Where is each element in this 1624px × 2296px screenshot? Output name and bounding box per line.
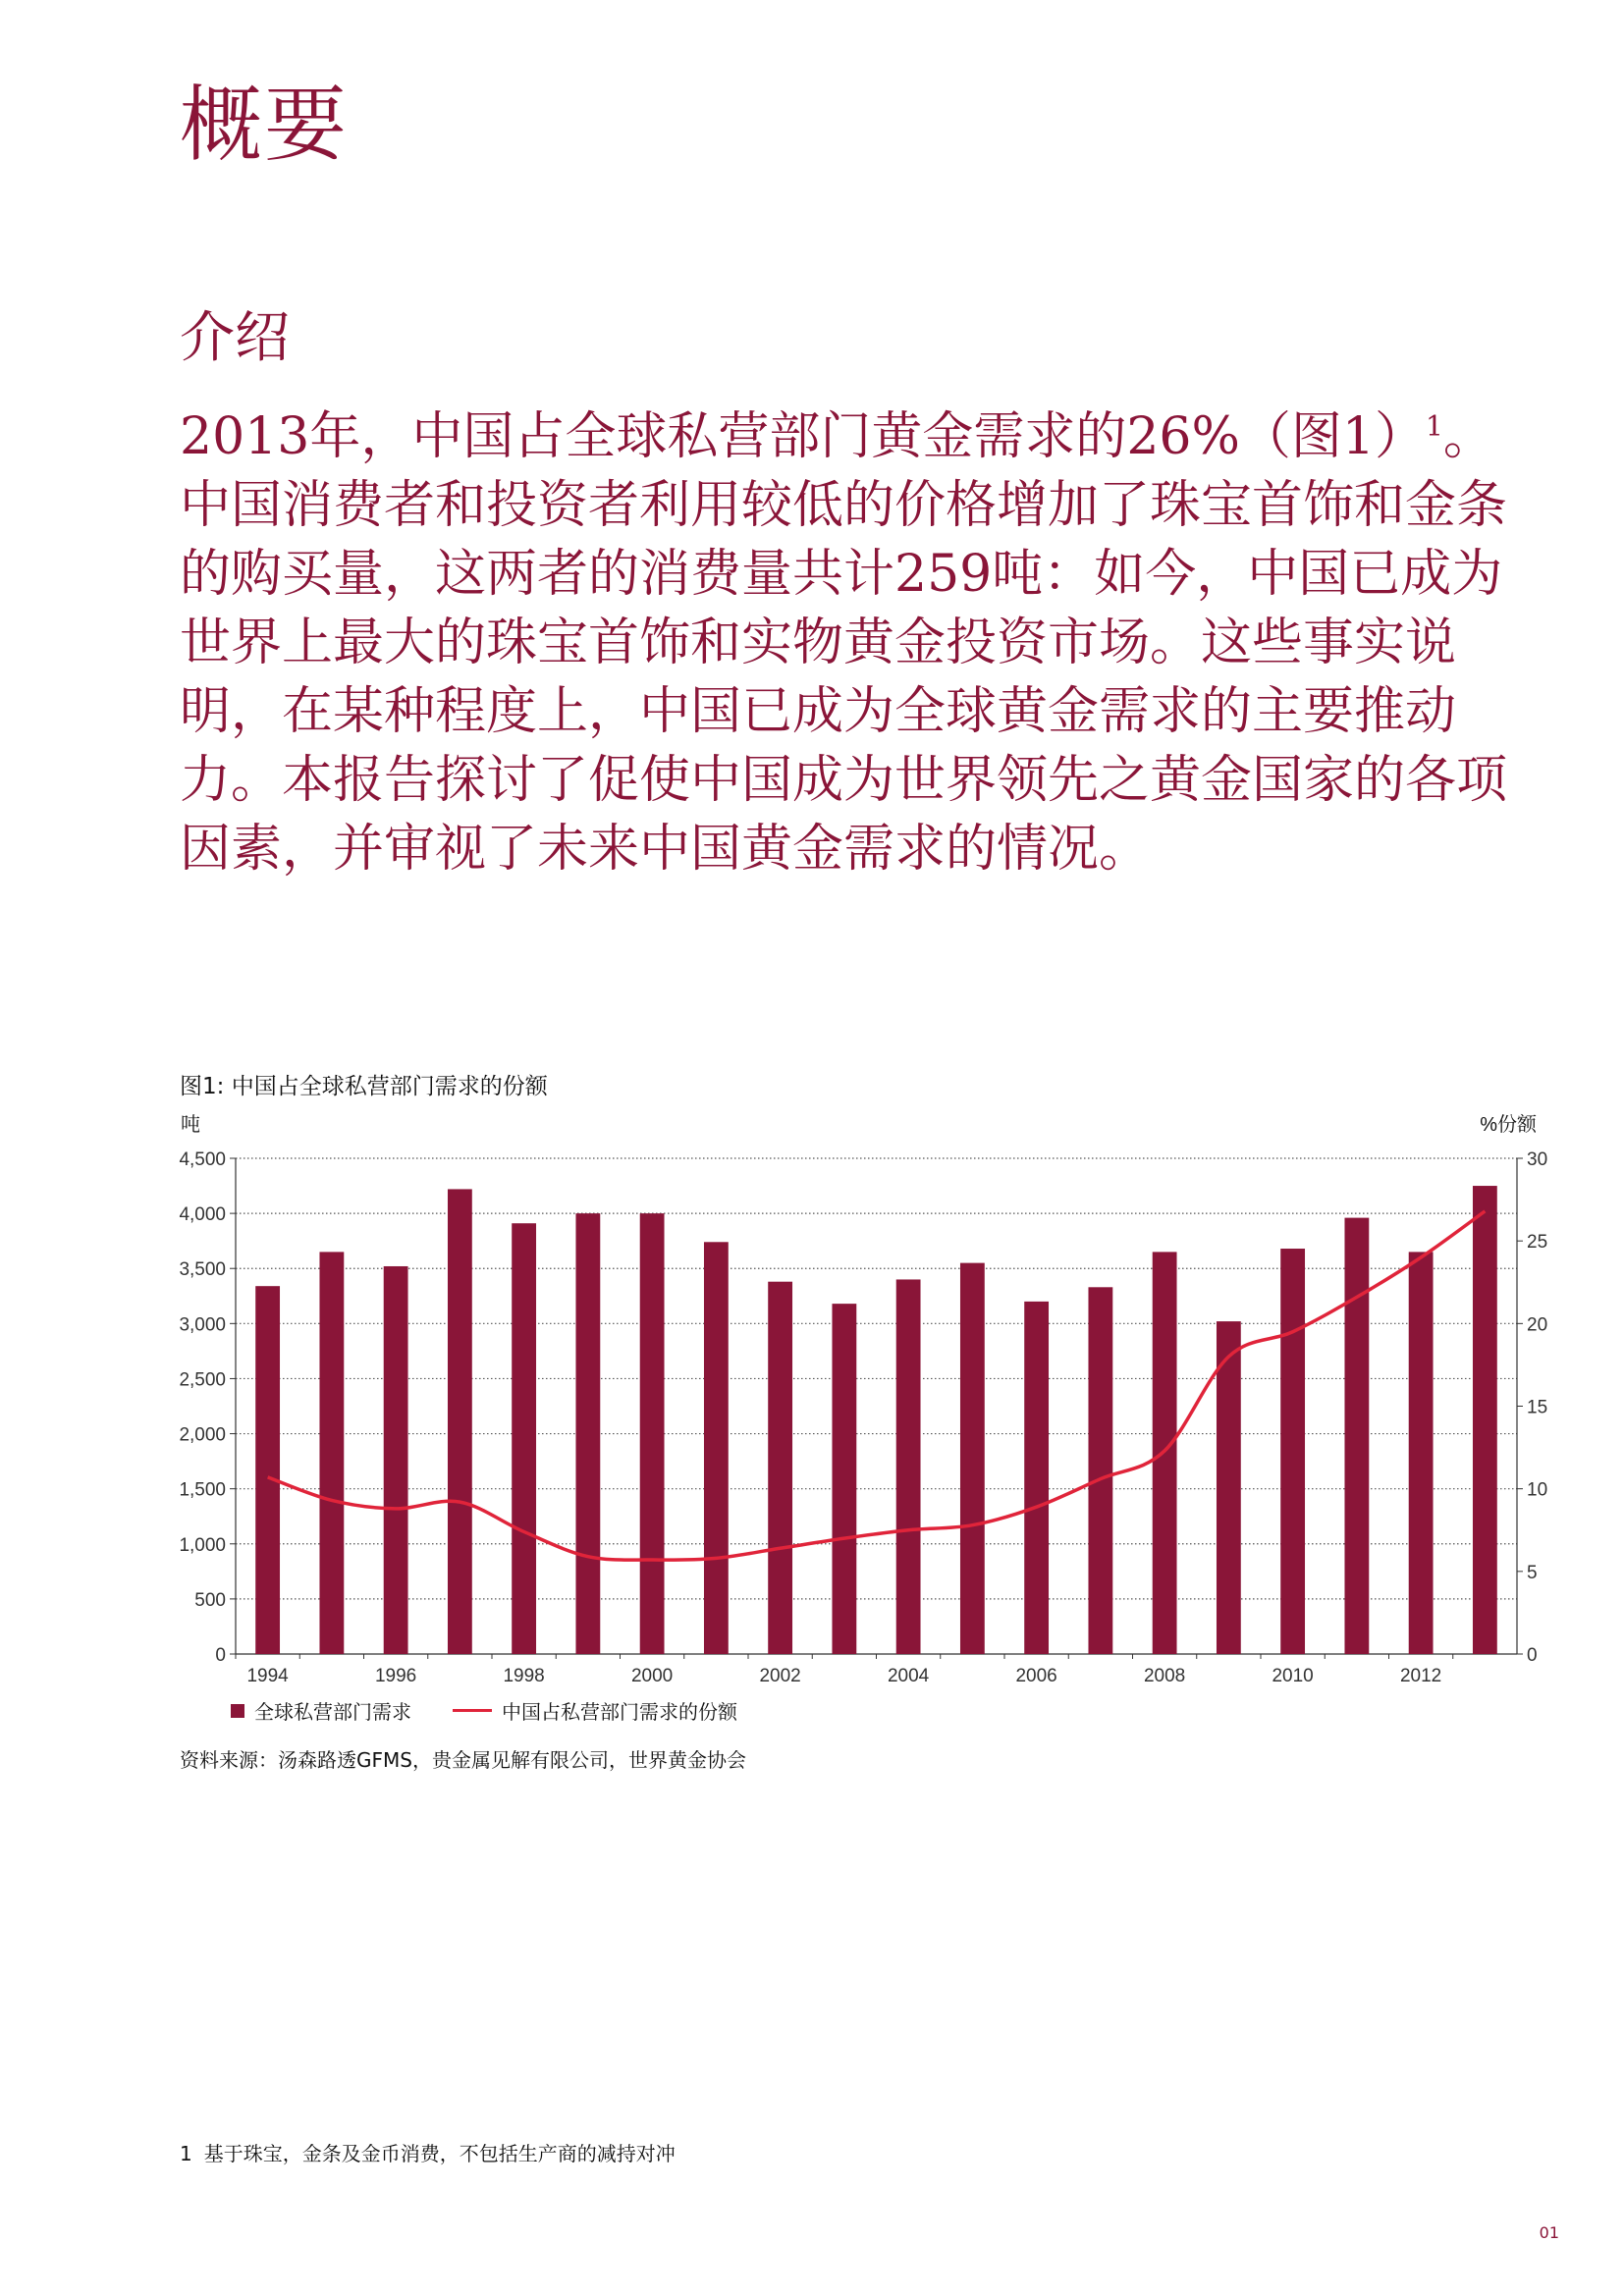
y-left-tick-label: 500 bbox=[194, 1589, 226, 1611]
intro-paragraph bbox=[180, 402, 1544, 883]
y-left-tick-label: 4,000 bbox=[179, 1204, 226, 1226]
bar-2003 bbox=[832, 1304, 856, 1654]
y-right-tick-label: 10 bbox=[1527, 1479, 1548, 1501]
bar-2005 bbox=[960, 1263, 985, 1654]
y-right-tick-label: 20 bbox=[1527, 1314, 1548, 1336]
x-tick-label-1996: 1996 bbox=[374, 1666, 417, 1686]
bar-2013 bbox=[1473, 1186, 1497, 1654]
x-tick-label-1998: 1998 bbox=[503, 1666, 545, 1686]
y-right-tick-label: 30 bbox=[1527, 1149, 1548, 1170]
legend-item-line bbox=[453, 1696, 737, 1725]
bar-1996 bbox=[384, 1266, 408, 1654]
bar-2004 bbox=[896, 1279, 921, 1654]
y-left-tick-label: 2,000 bbox=[179, 1424, 226, 1446]
y-left-tick-label: 0 bbox=[215, 1645, 226, 1666]
bar-1999 bbox=[575, 1213, 600, 1654]
bar-1995 bbox=[319, 1252, 344, 1654]
bar-2001 bbox=[704, 1242, 729, 1654]
chart-source: 资料来源：汤森路透GFMS，贵金属见解有限公司，世界黄金协会 bbox=[180, 1748, 746, 1772]
bar-1994 bbox=[255, 1286, 280, 1654]
legend-label-bars: 全球私营部门需求 bbox=[254, 1700, 411, 1724]
x-tick-label-2004: 2004 bbox=[887, 1666, 930, 1686]
footnote-text: 基于珠宝，金条及金币消费，不包括生产商的减持对冲 bbox=[203, 2142, 676, 2165]
page-number: 01 bbox=[1539, 2223, 1559, 2242]
y-left-tick-label: 1,500 bbox=[179, 1479, 226, 1501]
bar-2002 bbox=[768, 1282, 792, 1654]
bar-1997 bbox=[448, 1189, 472, 1654]
bar-2007 bbox=[1088, 1287, 1112, 1654]
page-title: 概要 bbox=[180, 77, 350, 173]
x-tick-label-2012: 2012 bbox=[1399, 1666, 1442, 1686]
legend-item-bars bbox=[231, 1696, 411, 1725]
bar-2006 bbox=[1024, 1302, 1049, 1654]
y-left-tick-label: 3,500 bbox=[179, 1259, 226, 1281]
y-left-tick-label: 1,000 bbox=[179, 1534, 226, 1556]
chart-legend bbox=[231, 1696, 779, 1725]
x-tick-label-2010: 2010 bbox=[1272, 1666, 1314, 1686]
y-right-tick-label: 25 bbox=[1527, 1232, 1548, 1254]
bar-2009 bbox=[1217, 1321, 1241, 1654]
y-right-tick-label: 0 bbox=[1527, 1645, 1538, 1666]
y-right-tick-label: 5 bbox=[1527, 1562, 1538, 1583]
x-tick-label-2006: 2006 bbox=[1015, 1666, 1057, 1686]
bar-2011 bbox=[1344, 1218, 1369, 1654]
x-tick-label-2000: 2000 bbox=[630, 1666, 674, 1686]
footnote-number: 1 bbox=[180, 2142, 192, 2165]
bar-2012 bbox=[1409, 1252, 1434, 1654]
footnote bbox=[180, 2138, 676, 2166]
bar-2010 bbox=[1280, 1249, 1305, 1654]
y-axis-right-title: %份额 bbox=[1480, 1114, 1537, 1136]
chart-container bbox=[167, 1109, 1561, 1728]
legend-swatch-bar bbox=[231, 1704, 244, 1718]
chart-title: 图1: 中国占全球私营部门需求的份额 bbox=[180, 1074, 548, 1099]
y-right-tick-label: 15 bbox=[1527, 1397, 1548, 1418]
y-axis-left-title: 吨 bbox=[181, 1114, 200, 1136]
intro-text-2: 。中国消费者和投资者利用较低的价格增加了珠宝首饰和金条的购买量，这两者的消费量共计259吨：如今，中国已成为世界上最大的珠宝首饰和实物黄金投资市场。这些事实说明，在某种程度上，中国已成为全球黄金需求的主要推动力。本报告探讨了促使中国成为世界领先之黄金国家的各项因素，并审视了未来中国黄金需求的情况。 bbox=[180, 407, 1508, 879]
y-left-tick-label: 3,000 bbox=[179, 1314, 226, 1336]
bar-2000 bbox=[640, 1213, 665, 1654]
y-left-tick-label: 4,500 bbox=[179, 1149, 226, 1170]
x-tick-label-2008: 2008 bbox=[1143, 1666, 1186, 1686]
x-tick-label-1994: 1994 bbox=[246, 1666, 289, 1686]
bar-1998 bbox=[512, 1223, 536, 1654]
intro-footnote-ref[interactable]: 1 bbox=[1426, 409, 1443, 443]
legend-swatch-line bbox=[453, 1709, 492, 1712]
chart-svg bbox=[167, 1109, 1561, 1698]
x-tick-label-2002: 2002 bbox=[759, 1666, 801, 1686]
y-left-tick-label: 2,500 bbox=[179, 1369, 226, 1391]
section-subtitle: 介绍 bbox=[180, 306, 290, 370]
intro-text: 2013年，中国占全球私营部门黄金需求的26%（图1） bbox=[180, 407, 1426, 466]
legend-label-line: 中国占私营部门需求的份额 bbox=[502, 1700, 737, 1724]
